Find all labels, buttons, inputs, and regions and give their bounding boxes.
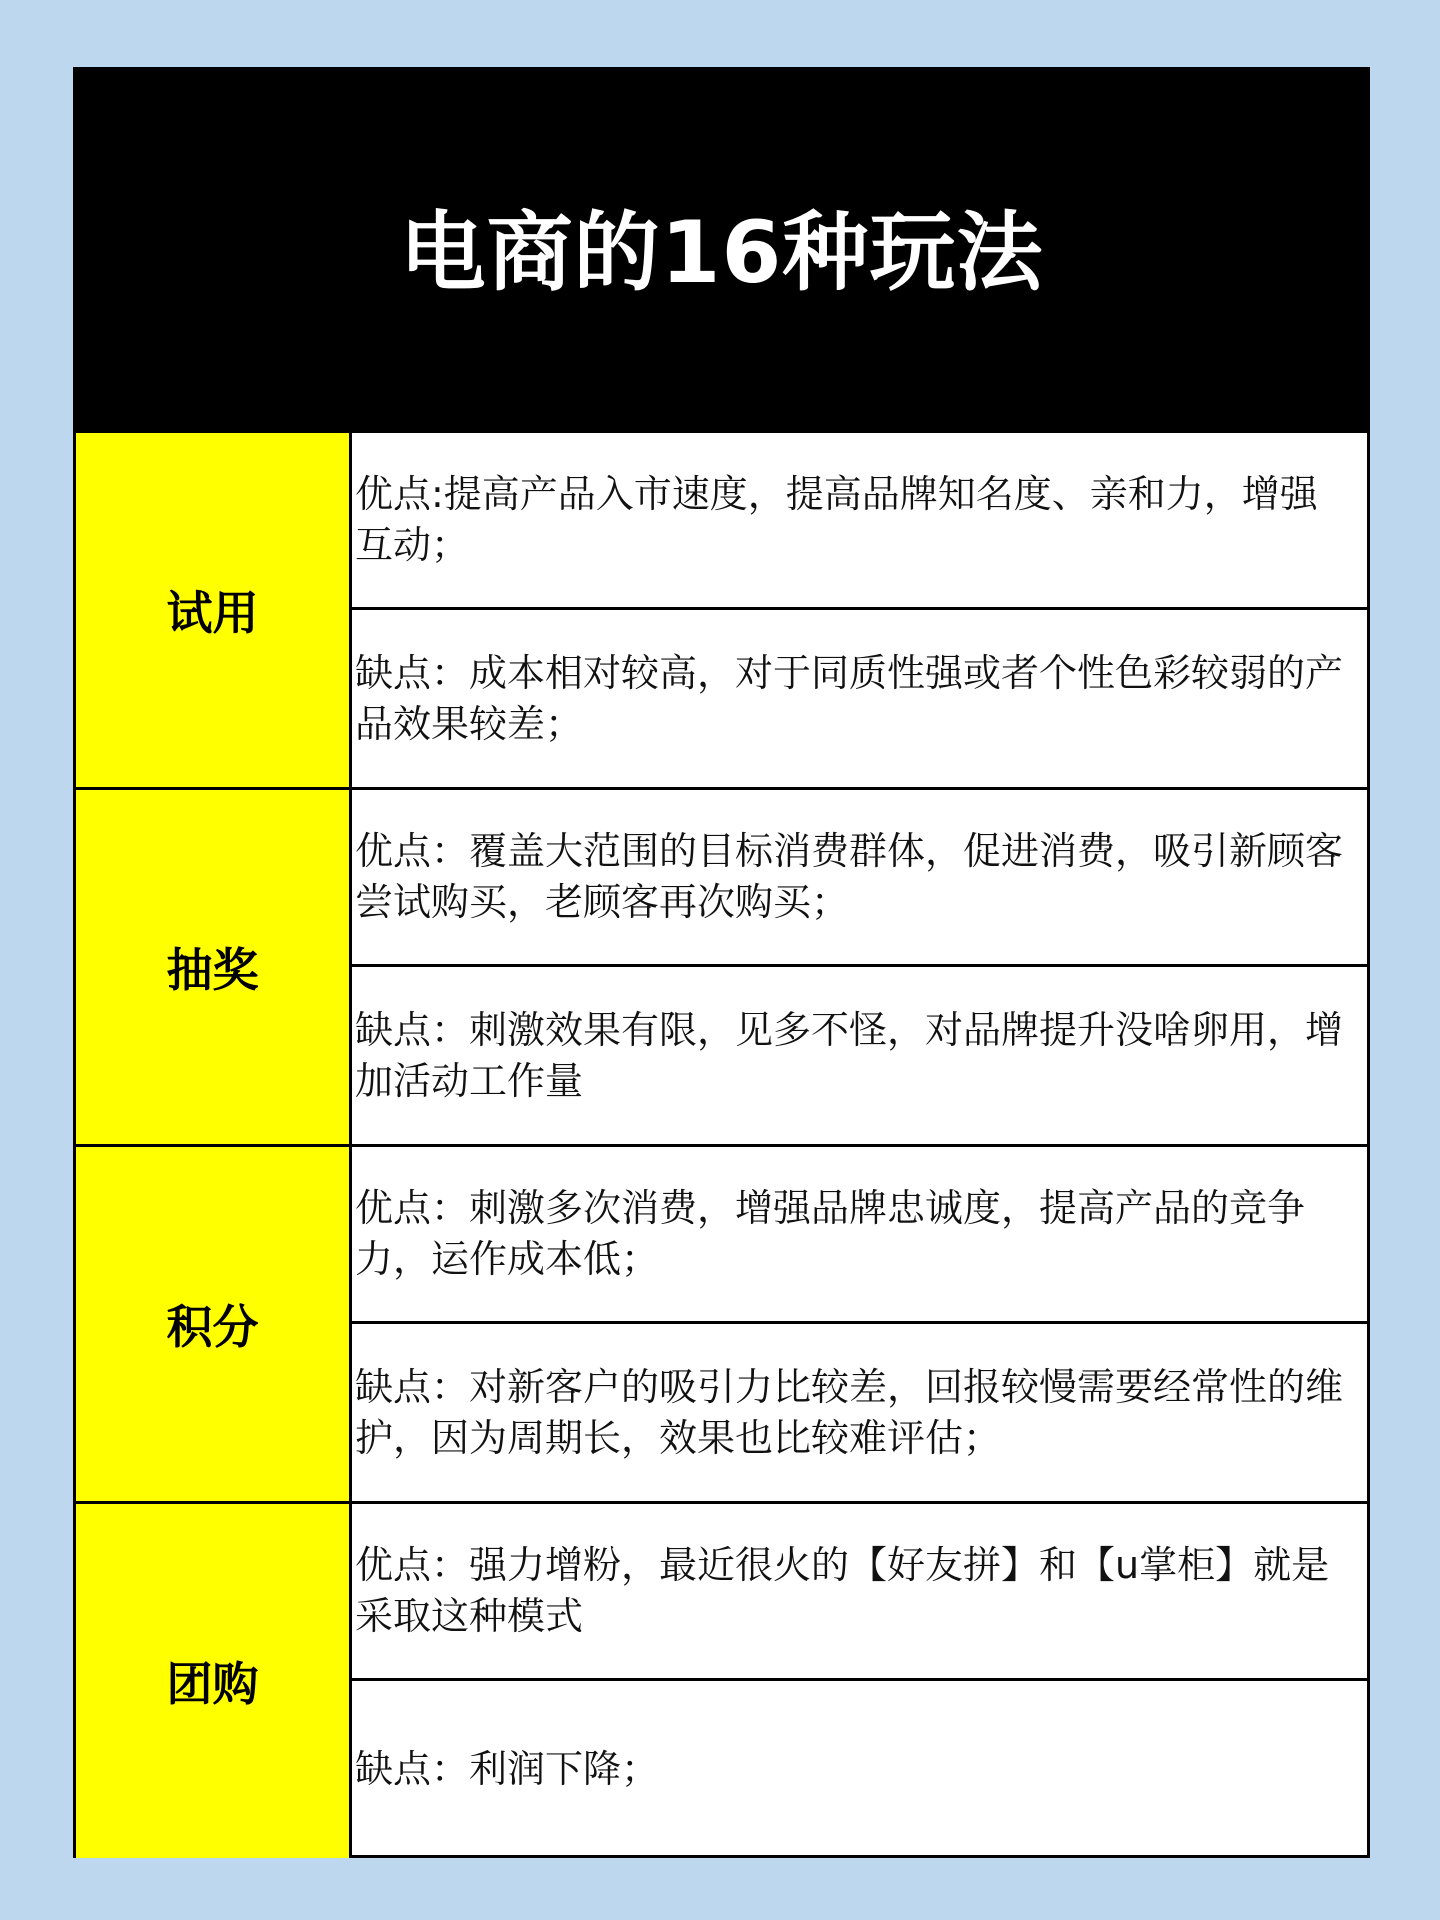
pros-text: 优点:提高产品入市速度，提高品牌知名度、亲和力，增强互动； [355,472,1318,567]
pros-text: 优点：刺激多次消费，增强品牌忠诚度，提高产品的竞争力，运作成本低； [355,1186,1306,1281]
cons-text: 缺点：对新客户的吸引力比较差，回报较慢需要经常性的维护，因为周期长，效果也比较难评估； [355,1364,1344,1460]
cons-cell [352,610,1367,787]
cons-text: 缺点：刺激效果有限，见多不怪，对品牌提升没啥卵用，增加活动工作量 [355,1007,1344,1103]
category-cell [76,1504,352,1858]
cons-text: 缺点：成本相对较高，对于同质性强或者个性色彩较弱的产品效果较差； [355,650,1344,746]
section-trial [76,430,1367,787]
pros-cell [352,1504,1367,1681]
section-group-buy [76,1501,1367,1858]
category-cell [76,1147,352,1501]
category-label: 抽奖 [166,943,259,997]
cons-text: 缺点：利润下降； [355,1747,660,1791]
content-card [73,67,1370,1858]
header-banner [76,70,1367,430]
section-lottery [76,787,1367,1144]
cons-cell [352,1681,1367,1858]
pros-text: 优点：覆盖大范围的目标消费群体，促进消费，吸引新顾客尝试购买，老顾客再次购买； [355,829,1344,924]
category-cell [76,433,352,787]
cons-cell [352,967,1367,1144]
section-points [76,1144,1367,1501]
cons-cell [352,1324,1367,1501]
pros-text: 优点：强力增粉，最近很火的【好友拼】和【u掌柜】就是采取这种模式 [355,1543,1330,1638]
pros-cell [352,433,1367,610]
category-label: 团购 [166,1657,259,1711]
category-cell [76,790,352,1144]
category-label: 积分 [166,1300,259,1354]
pros-cell [352,1147,1367,1324]
category-label: 试用 [166,586,259,640]
page-title: 电商的16种玩法 [399,203,1044,303]
pros-cell [352,790,1367,967]
